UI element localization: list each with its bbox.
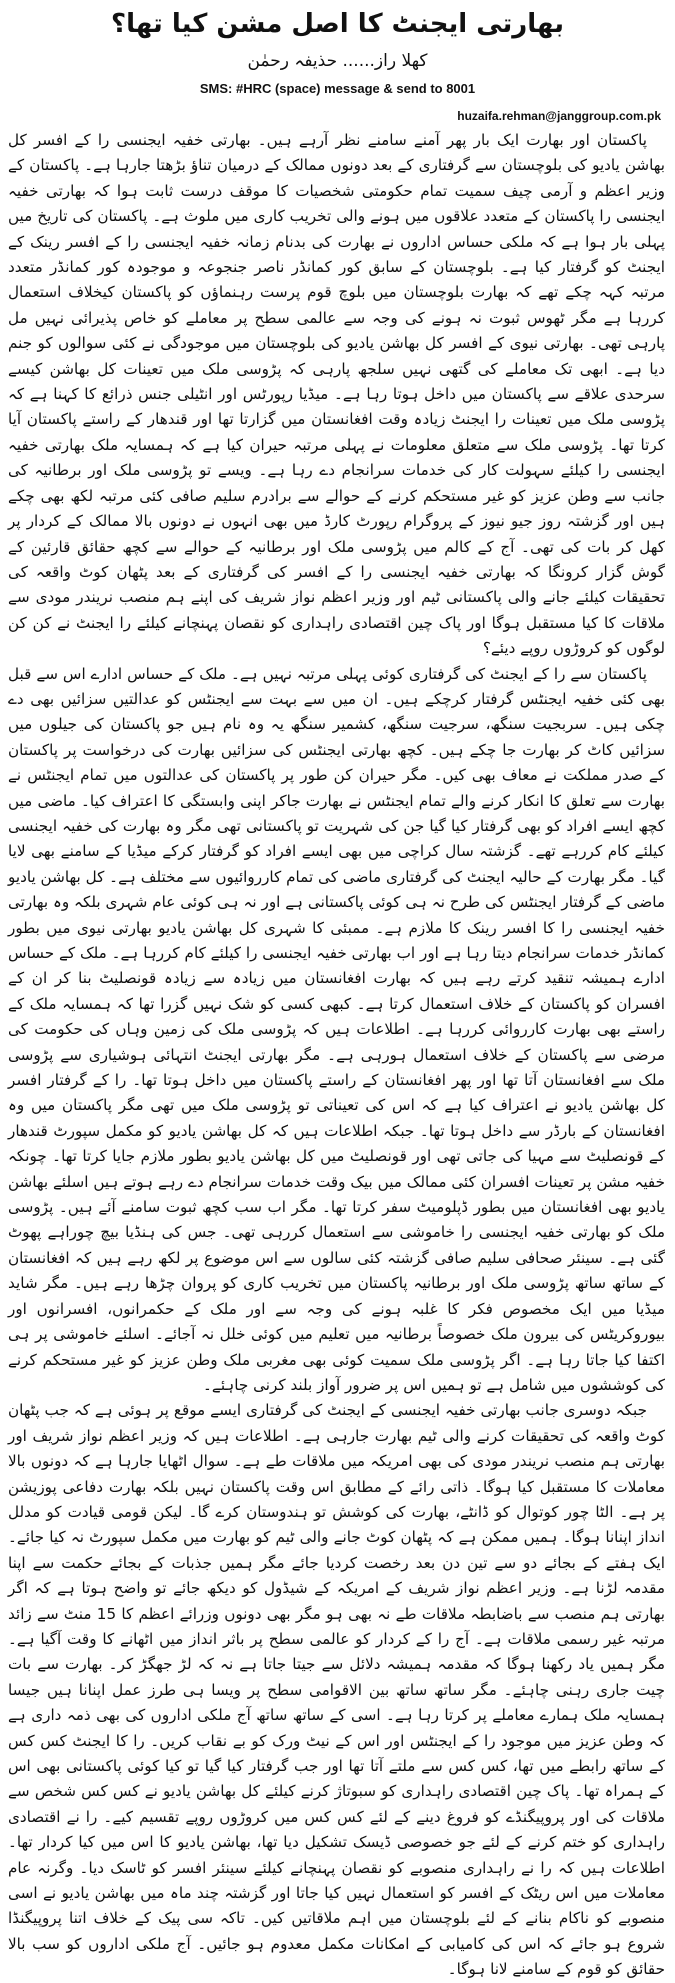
column-header — [0, 0, 675, 98]
sms-line: SMS: #HRC (space) message & send to 8001 — [199, 81, 476, 96]
paragraph: پاکستان اور بھارت ایک بار پھر آمنے سامنے نظر آرہے ہیں۔ بھارتی خفیہ ایجنسی را کے افسر کل بھاشن یادیو کی بلوچستان سے گرفتاری کے بعد دونوں ممالک کے درمیان تناؤ بڑھتا جارہا ہے۔ پاکستان کے وزیر اعظم و آرمی چیف سمیت تمام حکومتی شخصیات کا موقف درست ثابت ہوا کہ بھارتی خفیہ ایجنسی را پاکستان کے متعدد علاقوں میں ہونے والی تخریب کاری میں ملوث ہے۔ پاکستان کی تاریخ میں پہلی بار ہوا ہے کہ ملکی حساس اداروں نے بھارت کی بدنام زمانہ خفیہ ایجنسی را کے افسر رینک کے ایجنٹ کو گرفتار کیا ہے۔ بلوچستان کے سابق کور کمانڈر ناصر جنجوعہ و موجودہ کور کمانڈر متعدد مرتبہ کہہ چکے تھے کہ بھارت بلوچستان میں بلوچ قوم پرست رہنماؤں کو پاکستان کیخلاف استعمال کررہا ہے مگر ٹھوس ثبوت نہ ہونے کی وجہ سے عالمی سطح پر معاملے کو خاص پذیرائی نہیں مل پارہی تھی۔ بھارتی نیوی کے افسر کل بھاشن یادیو کی بلوچستان میں موجودگی نے کئی سوالوں کو جنم دیا ہے۔ ابھی تک معاملے کی گتھی نہیں سلجھ پارہی کہ پڑوسی ملک میں تعینات کل بھاشن کیسے سرحدی علاقے سے پاکستان میں داخل ہوتا رہا ہے۔ میڈیا رپورٹس اور انٹیلی جنس ذرائع کا کہنا ہے کہ پڑوسی ملک میں تعینات را ایجنٹ زیادہ وقت افغانستان میں گزارتا تھا اور قندھار کے راستے پاکستان آیا کرتا تھا۔ پڑوسی ملک سے متعلق معلومات نے پہلی مرتبہ حیران کیا ہے کہ ہمسایہ ملک بھارتی خفیہ ایجنسی را کیلئے سہولت کار کی خدمات سرانجام دے رہا ہے۔ ویسے تو پڑوسی ملک اور برطانیہ کی جانب سے وطن عزیز کو غیر مستحکم کرنے کے حوالے سے برادرم سلیم صافی کئی مرتبہ لکھ بھی چکے ہیں اور گزشتہ روز جیو نیوز کے پروگرام رپورٹ کارڈ میں بھی انہوں نے دونوں بالا ممالک کے کردار پر کھل کر بات کی تھی۔ آج کے کالم میں پڑوسی ملک اور برطانیہ کے حوالے سے کچھ حقائق قارئین کے گوش گزار کرونگا کہ بھارتی خفیہ ایجنسی را کے افسر کی گرفتاری کے بعد پٹھان کوٹ واقعہ کی تحقیقات کیلئے جانے والی پاکستانی ٹیم اور وزیر اعظم نواز شریف کی اپنے ہم منصب نریندر مودی سے ملاقات کا کیا مستقبل ہوگا اور پاک چین اقتصادی راہداری کو نقصان پہنچانے کیلئے را ایجنٹ نے کن کن لوگوں کو کروڑوں روپے دیئے؟ — [8, 131, 665, 658]
paragraph: جبکہ دوسری جانب بھارتی خفیہ ایجنسی کے ایجنٹ کی گرفتاری ایسے موقع پر ہوئی ہے کہ جب پٹھان کوٹ واقعہ کی تحقیقات کرنے والی ٹیم بھارت جارہی ہے۔ اطلاعات ہیں کہ وزیر اعظم نواز شریف اور بھارتی ہم منصب نریندر مودی کی بھی امریکہ میں ملاقات طے ہے۔ سوال اٹھایا جارہا ہے کہ دونوں بالا معاملات کا مستقبل کیا ہوگا۔ ذاتی رائے کے مطابق اس وقت پاکستان نہیں بلکہ بھارت دفاعی پوزیشن پر ہے۔ الٹا چور کوتوال کو ڈانٹے، بھارت کی کوشش تو ہندوستان کرے گا۔ لیکن قومی قیادت کو مدلل انداز اپنانا ہوگا۔ ہمیں ممکن ہے کہ پٹھان کوٹ جانے والی ٹیم کو بھارت میں مکمل سپورٹ نہ کیا جائے۔ ایک ہفتے کے بجائے دو سے تین دن بعد رخصت کردیا جائے مگر ہمیں جذبات کے بجائے حکمت سے اپنا مقدمہ لڑنا ہے۔ وزیر اعظم نواز شریف کے امریکہ کے شیڈول کو دیکھ جائے تو واضح ہوتا ہے کہ اگر بھارتی ہم منصب سے باضابطہ ملاقات طے نہ بھی ہو مگر بھی دونوں وزرائے اعظم کا 15 منٹ سے زائد مرتبہ غیر رسمی ملاقات ہے۔ آج را کے کردار کو عالمی سطح پر باثر انداز میں اٹھانے کا وقت آگیا ہے۔ مگر ہمیں یاد رکھنا ہوگا کہ مقدمہ ہمیشہ دلائل سے جیتا جاتا ہے نہ کہ لڑ جھگڑ کر۔ بھارت سے بات چیت جاری رہنی چاہئے۔ مگر ساتھ ساتھ بین الاقوامی سطح پر ویسا ہی طرز عمل اپنانا ہیں جیسا ہمسایہ ملک ہمارے معاملے پر کرتا رہا ہے۔ اسی کے ساتھ ساتھ آج ملکی اداروں کی بھی ذمہ داری ہے کہ وطن عزیز میں موجود را کے ایجنٹس اور اس کے نیٹ ورک کو بے نقاب کریں۔ را کا ایجنٹ کس کس کے ساتھ رابطے میں تھا، کس کس سے ملتے آتا تھا اور جب گرفتار کیا گیا تو کیا کوئی پاکستانی بھی اس کے ہمراہ تھا۔ پاک چین اقتصادی راہداری کو سبوتاژ کرنے کیلئے کل بھاشن یادیو نے کس کس شخص سے ملاقات کی اور پروپیگنڈے کو فروغ دینے کے لئے کس کس میں کروڑوں روپے تقسیم کیے۔ را نے اقتصادی راہداری کو ختم کرنے کے لئے جو خصوصی ڈیسک تشکیل دیا تھا، بھاشن یادیو کا اس میں کیا کردار تھا۔ اطلاعات ہیں کہ را نے راہداری منصوبے کو نقصان پہنچانے کیلئے سینئر افسر کو ٹاسک دیا۔ وگرنہ عام معاملات میں اس ریٹک کے افسر کو استعمال نہیں کیا جاتا اور گزشتہ چند ماہ میں بھاشن یادیو نے اسی منصوبے کو ناکام بنانے کے لئے بلوچستان میں اہم ملاقاتیں کیں۔ تاکہ سی پیک کے خلاف اتنا پروپیگنڈا شروع ہو جائے کہ اس کی کامیابی کے امکانات مکمل معدوم ہو جائیں۔ آج ملکی اداروں کو سب بالا حقائق کو قوم کے سامنے لانا ہوگا۔ — [8, 1401, 665, 1979]
headline: بھارتی ایجنٹ کا اصل مشن کیا تھا؟ — [111, 9, 564, 39]
byline: کھلا راز...... حذیفہ رحمٰن — [247, 51, 428, 71]
paragraph: پاکستان سے را کے ایجنٹ کی گرفتاری کوئی پہلی مرتبہ نہیں ہے۔ ملک کے حساس ادارے اس سے قبل بھی کئی خفیہ ایجنٹس گرفتار کرچکے ہیں۔ ان میں سے بہت سے ایجنٹس کو عدالتیں سزائیں بھی دے چکی ہیں۔ سربجیت سنگھ، سرجیت سنگھ، کشمیر سنگھ یہ وہ نام ہیں جو پاکستان کی جیلوں میں سزائیں کاٹ کر بھارت جا چکے ہیں۔ کچھ بھارتی ایجنٹس کی سزائیں بھارت کی درخواست پر پاکستان کے صدر مملکت نے معاف بھی کیں۔ مگر حیران کن طور پر پاکستان کی عدالتوں میں تمام ایجنٹس نے بھارت سے تعلق کا انکار کرنے والے تمام ایجنٹس نے بھارت جاکر اپنی وابستگی کا اعتراف کیا۔ ماضی میں کچھ ایسے افراد کو بھی گرفتار کیا گیا جن کی شہریت تو پاکستانی تھی مگر وہ بھارت کی خفیہ ایجنسی کیلئے کام کررہے تھے۔ گزشتہ سال کراچی میں بھی ایسے افراد کو گرفتار کرکے میڈیا کے سامنے بھی لایا گیا۔ مگر بھارت کے حالیہ ایجنٹ کی گرفتاری ماضی کی تمام کارروائیوں سے مختلف ہے۔ کل بھاشن یادیو ماضی کے گرفتار ایجنٹس کی طرح نہ ہی کوئی پاکستانی ہے اور نہ ہی کوئی عام شہری بلکہ وہ بھارتی خفیہ ایجنسی را کا افسر رینک کا ملازم ہے۔ ممبئی کا شہری کل بھاشن یادیو بھارتی نیوی میں بطور کمانڈر خدمات سرانجام دیتا رہا ہے اور اب بھارتی خفیہ ایجنسی را کیلئے کام کررہا ہے۔ ملک کے حساس ادارے ہمیشہ تنقید کرتے رہے ہیں کہ بھارت افغانستان میں زیادہ سے زیادہ قونصلیٹ بنا کر ان کے افسران کو پاکستان کے خلاف استعمال کرتا ہے۔ کبھی کسی کو شک نہیں گزرا تھا کہ ہمسایہ ملک کے راستے بھی بھارت کارروائی کررہا ہے۔ اطلاعات ہیں کہ پڑوسی ملک کی زمین وہاں کی حکومت کی مرضی سے پاکستان کے خلاف استعمال ہورہی ہے۔ مگر بھارتی ایجنٹ انتہائی ہوشیاری سے پڑوسی ملک سے افغانستان آتا تھا اور پھر افغانستان کے راستے پاکستان میں داخل ہوتا تھا۔ را کے گرفتار افسر کل بھاشن یادیو نے اعتراف کیا ہے کہ اس کی تعیناتی تو پڑوسی ملک میں تھی مگر پاکستان میں وہ افغانستان کے بارڈر سے داخل ہوتا تھا۔ جبکہ اطلاعات ہیں کہ کل بھاشن یادیو کو مکمل سپورٹ قندھار کے قونصلیٹ سے مہیا کی جاتی تھی اور قونصلیٹ میں کل بھاشن یادیو بطور ملازم جایا کرتا تھا۔ چونکہ خفیہ مشن پر تعینات افسران کئی ممالک میں بیک وقت خدمات سرانجام دے رہے ہوتے ہیں اسلئے بھاشن یادیو بھی افغانستان میں بطور ڈپلومیٹ سفر کرتا تھا۔ مگر اب سب کچھ ثبوت سامنے آئے ہیں۔ پڑوسی ملک کو بھارتی خفیہ ایجنسی را خاموشی سے استعمال کررہی تھی۔ جس کی ہنڈیا بیچ چوراہے پھوٹ گئی ہے۔ سینئر صحافی سلیم صافی گزشتہ کئی سالوں سے اس موضوع پر لکھ رہے ہیں کہ افغانستان کے ساتھ ساتھ پڑوسی ملک اور برطانیہ پاکستان میں تخریب کاری کو پروان چڑھا رہے ہیں۔ مگر شاید میڈیا میں ایک مخصوص فکر کا غلبہ ہونے کی وجہ سے اور ملک کے حکمرانوں، افسرانوں اور بیوروکریٹس کی بیرون ملک خصوصاً برطانیہ میں تعلیم میں کوئی خلل نہ آجائے۔ اسلئے خاموشی پر ہی اکتفا کیا جاتا رہا ہے۔ اگر پڑوسی ملک سمیت کوئی بھی مغربی ملک وطن عزیز کو غیر مستحکم کرنے کی کوششوں میں شامل ہے تو ہمیں اس پر ضرور آواز بلند کرنی چاہئے۔ — [8, 664, 665, 1394]
article-body — [8, 128, 665, 1983]
author-email: huzaifa.rehman@janggroup.com.pk — [457, 109, 661, 123]
